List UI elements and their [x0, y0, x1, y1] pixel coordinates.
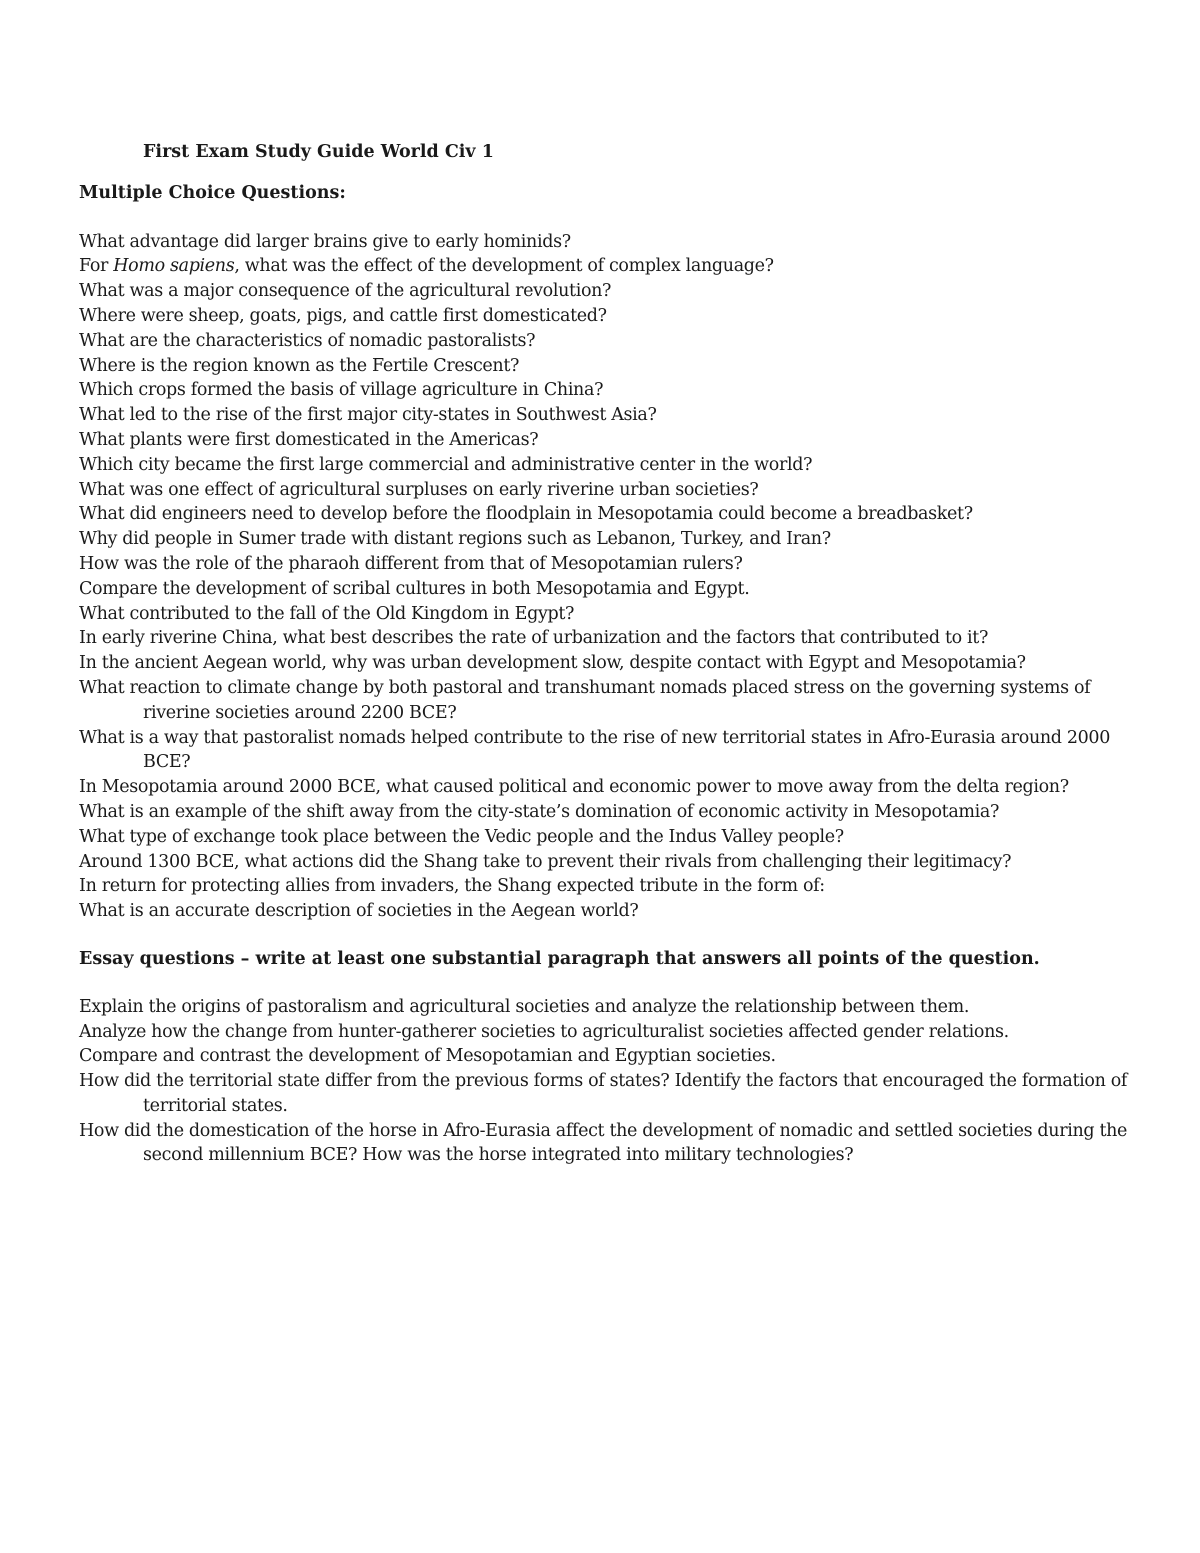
- mc-question: What contributed to the fall of the Old Kingdom in Egypt?: [79, 603, 575, 624]
- mc-question: Where is the region known as the Fertile Crescent?: [79, 355, 520, 376]
- mc-question: What is an example of the shift away from the city-state’s domination of economic activity in Mesopotamia?: [79, 801, 1000, 822]
- mc-question: What is an accurate description of societies in the Aegean world?: [79, 901, 639, 922]
- species-name: Homo sapiens: [113, 256, 235, 277]
- mc-question: What is a way that pastoralist nomads helped contribute to the rise of new territorial states in Afro-Eurasia around 2000 BCE?: [79, 727, 1111, 773]
- mc-question: What did engineers need to develop before the floodplain in Mesopotamia could become a breadbasket?: [79, 504, 973, 525]
- page-title: First Exam Study Guide World Civ 1: [143, 142, 494, 162]
- mc-question: What reaction to climate change by both pastoral and transhumant nomads placed stress on the governing systems of riverine societies around 2200 BCE?: [79, 677, 1091, 723]
- mc-question: Where were sheep, goats, pigs, and cattle first domesticated?: [79, 305, 607, 326]
- mc-question: What type of exchange took place between the Vedic people and the Indus Valley people?: [79, 826, 844, 847]
- essay-question: Compare and contrast the development of Mesopotamian and Egyptian societies.: [79, 1046, 776, 1067]
- mc-question: In Mesopotamia around 2000 BCE, what caused political and economic power to move away from the delta region?: [79, 777, 1069, 798]
- mc-question: What plants were first domesticated in the Americas?: [79, 429, 539, 450]
- mc-question: Which crops formed the basis of village agriculture in China?: [79, 380, 604, 401]
- mc-question: What advantage did larger brains give to early hominids?: [79, 231, 571, 252]
- study-guide-page: [79, 140, 1139, 1168]
- mc-question: In early riverine China, what best describes the rate of urbanization and the factors that contributed to it?: [79, 628, 988, 649]
- mc-question: Why did people in Sumer trade with distant regions such as Lebanon, Turkey, and Iran?: [79, 529, 831, 550]
- essay-question: How did the territorial state differ from the previous forms of states? Identify the factors that encouraged the formation of territorial states.: [79, 1071, 1128, 1116]
- mc-question: In return for protecting allies from invaders, the Shang expected tribute in the form of:: [79, 876, 825, 897]
- mc-question: What was a major consequence of the agricultural revolution?: [79, 281, 612, 302]
- essay-question: How did the domestication of the horse in Afro-Eurasia affect the development of nomadic and settled societies during the second millennium BCE? How was the horse integrated into military technologies?: [79, 1120, 1128, 1166]
- essay-question: Analyze how the change from hunter-gatherer societies to agriculturalist societies affected gender relations.: [79, 1021, 1009, 1042]
- mc-question: What was one effect of agricultural surpluses on early riverine urban societies?: [79, 479, 759, 500]
- mc-question: Compare the development of scribal cultures in both Mesopotamia and Egypt.: [79, 578, 750, 599]
- mc-question: How was the role of the pharaoh different from that of Mesopotamian rulers?: [79, 553, 743, 574]
- mc-question-list: [79, 230, 1139, 924]
- mc-question: For Homo sapiens, what was the effect of the development of complex language?: [79, 256, 774, 277]
- essay-heading: Essay questions – write at least one substantial paragraph that answers all points of the question.: [79, 948, 1040, 969]
- essay-question: Explain the origins of pastoralism and agricultural societies and analyze the relationship between them.: [79, 996, 970, 1017]
- mc-question: In the ancient Aegean world, why was urban development slow, despite contact with Egypt and Mesopotamia?: [79, 653, 1026, 674]
- mc-heading: Multiple Choice Questions:: [79, 182, 346, 203]
- mc-question: What are the characteristics of nomadic pastoralists?: [79, 330, 536, 351]
- mc-question: What led to the rise of the first major city-states in Southwest Asia?: [79, 405, 657, 426]
- essay-question-list: [79, 995, 1139, 1169]
- mc-question: Which city became the first large commercial and administrative center in the world?: [79, 454, 813, 475]
- mc-question: Around 1300 BCE, what actions did the Shang take to prevent their rivals from challenging their legitimacy?: [79, 851, 1012, 872]
